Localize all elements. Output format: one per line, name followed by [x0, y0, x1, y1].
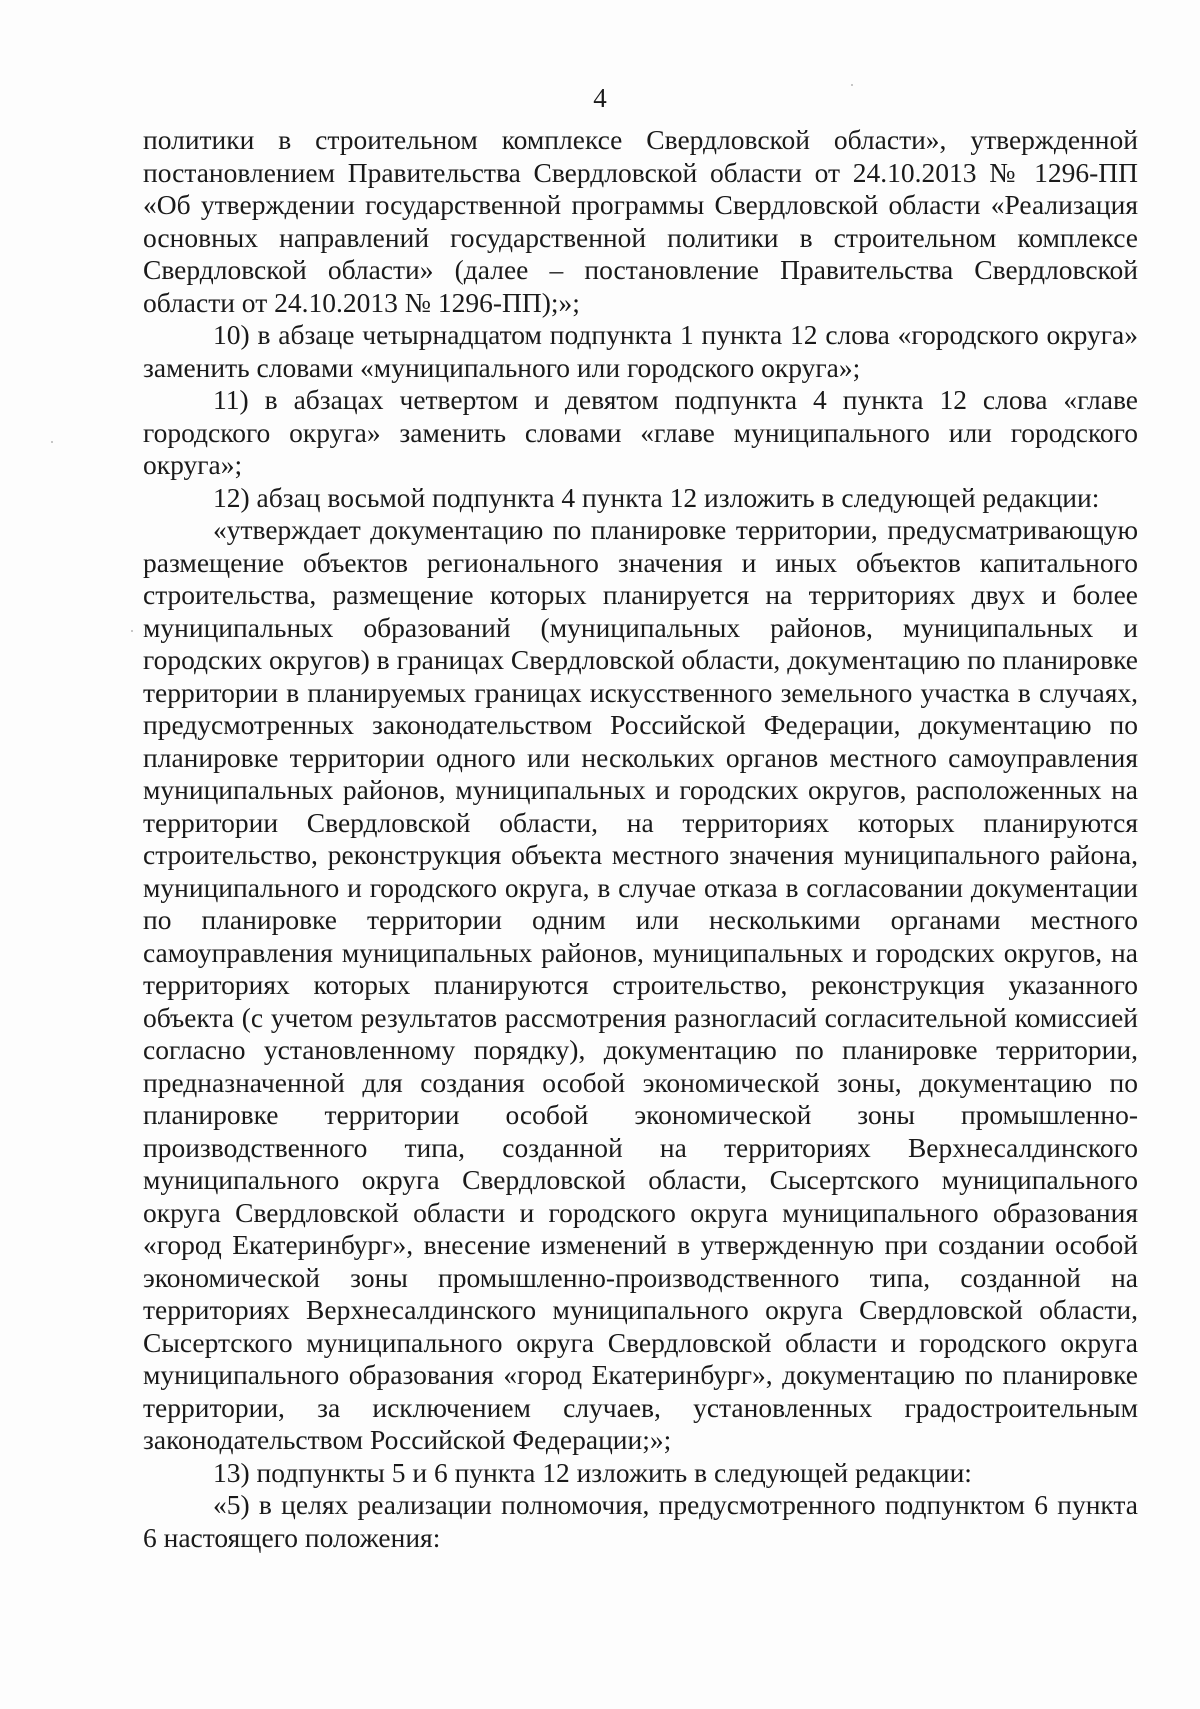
scan-speck	[851, 84, 853, 86]
paragraph-item-10: 10) в абзаце четырнадцатом подпункта 1 пункта 12 слова «городского округа» заменить словами «муниципального или городского округа»;	[143, 319, 1138, 383]
paragraph-item-12: 12) абзац восьмой подпункта 4 пункта 12 изложить в следующей редакции:	[213, 481, 1100, 513]
paragraph-subitem-5: «5) в целях реализации полномочия, предусмотренного подпунктом 6 пункта 6 настоящего положения:	[143, 1489, 1138, 1553]
paragraph-continuation: политики в строительном комплексе Свердловской области», утвержденной постановлением Правительства Свердловской области от 24.10.2013 № 1296-ПП «Об утверждении государственной программы Свердловской области «Реализация основных направлений государственной политики в строительном комплексе Свердловской области» (далее – постановление Правительства Свердловской области от 24.10.2013 № 1296-ПП);»;	[143, 124, 1138, 318]
paragraph-item-13: 13) подпункты 5 и 6 пункта 12 изложить в следующей редакции:	[213, 1456, 972, 1488]
document-body	[143, 124, 1138, 1554]
page-number: 4	[593, 83, 607, 113]
paragraph-item-11: 11) в абзацах четвертом и девятом подпункта 4 пункта 12 слова «главе городского округа» заменить словами «главе муниципального или городского округа»;	[143, 384, 1138, 480]
scan-speck	[51, 441, 53, 443]
scan-speck	[131, 630, 133, 632]
paragraph-quoted-text: «утверждает документацию по планировке территории, предусматривающую размещение объектов регионального значения и иных объектов капитального строительства, размещение которых планируется на территориях двух и более муниципальных образований (муниципальных районов, муниципальных и городских округов) в границах Свердловской области, документацию по планировке территории в планируемых границах искусственного земельного участка в случаях, предусмотренных законодательством Российской Федерации, документацию по планировке территории одного или нескольких органов местного самоуправления муниципальных районов, муниципальных и городских округов, расположенных на территории Свердловской области, на территориях которых планируются строительство, реконструкция объекта местного значения муниципального района, муниципального и городского округа, в случае отказа в согласовании документации по планировке территории одним или несколькими органами местного самоуправления муниципальных районов, муниципальных и городских округов, на территориях которых планируются строительство, реконструкция указанного объекта (с учетом результатов рассмотрения разногласий согласительной комиссией согласно установленному порядку), документацию по планировке территории, предназначенной для создания особой экономической зоны, документацию по планировке территории особой экономической зоны промышленно-производственного типа, созданной на территориях Верхнесалдинского муниципального округа Свердловской области, Сысертского муниципального округа Свердловской области и городского округа муниципального образования «город Екатеринбург», внесение изменений в утвержденную при создании особой экономической зоны промышленно-производственного типа, созданной на территориях Верхнесалдинского муниципального округа Свердловской области, Сысертского муниципального округа Свердловской области и городского округа муниципального образования «город Екатеринбург», документацию по планировке территории, за исключением случаев, установленных градостроительным законодательством Российской Федерации;»;	[143, 514, 1138, 1455]
